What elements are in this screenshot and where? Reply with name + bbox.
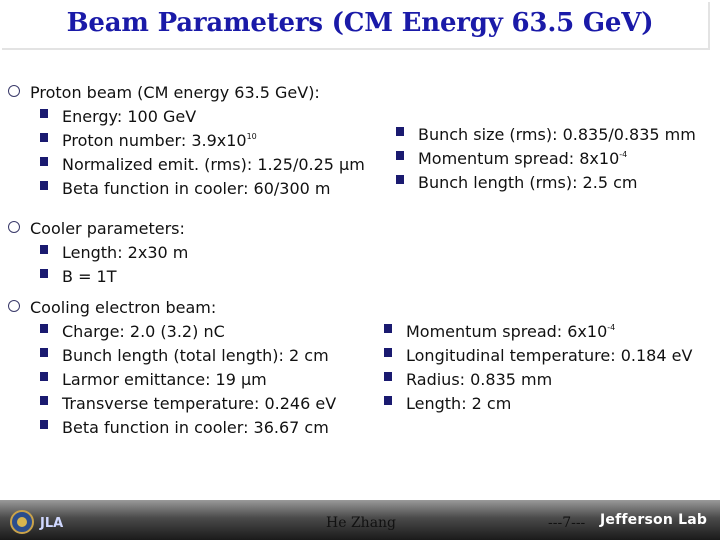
- square-bullet-icon: [384, 396, 392, 405]
- cooler-length: Length: 2x30 m: [40, 241, 188, 265]
- electron-larmor-emittance: Larmor emittance: 19 µm: [40, 368, 267, 392]
- square-bullet-icon: [396, 175, 404, 184]
- electron-bunch-length: Bunch length (total length): 2 cm: [40, 344, 329, 368]
- square-bullet-icon: [396, 151, 404, 160]
- square-bullet-icon: [40, 348, 48, 357]
- square-bullet-icon: [40, 109, 48, 118]
- electron-radius: Radius: 0.835 mm: [384, 368, 552, 392]
- square-bullet-icon: [384, 372, 392, 381]
- proton-beta-function: Beta function in cooler: 60/300 m: [40, 177, 331, 201]
- square-bullet-icon: [40, 420, 48, 429]
- proton-bunch-size: Bunch size (rms): 0.835/0.835 mm: [396, 123, 696, 147]
- square-bullet-icon: [40, 133, 48, 142]
- proton-bunch-length: Bunch length (rms): 2.5 cm: [396, 171, 637, 195]
- electron-transverse-temp: Transverse temperature: 0.246 eV: [40, 392, 336, 416]
- jefferson-lab-logo: Jefferson Lab: [600, 512, 708, 528]
- electron-beta-function: Beta function in cooler: 36.67 cm: [40, 416, 329, 440]
- circle-bullet-icon: [8, 300, 20, 312]
- circle-bullet-icon: [8, 221, 20, 233]
- square-bullet-icon: [40, 245, 48, 254]
- logo-text: JLA: [40, 516, 64, 531]
- section-electron-heading: Cooling electron beam:: [8, 296, 216, 320]
- square-bullet-icon: [384, 324, 392, 333]
- proton-momentum-spread: Momentum spread: $8x10^{-4}$: [396, 147, 627, 171]
- square-bullet-icon: [396, 127, 404, 136]
- footer-author: He Zhang: [326, 515, 397, 531]
- electron-charge: Charge: 2.0 (3.2) nC: [40, 320, 225, 344]
- electron-momentum-spread: Momentum spread: $6x10^{-4}$: [384, 320, 615, 344]
- proton-emittance: Normalized emit. (rms): 1.25/0.25 µm: [40, 153, 365, 177]
- slide-title: Beam Parameters (CM Energy 63.5 GeV): [66, 8, 654, 38]
- circle-bullet-icon: [8, 85, 20, 97]
- square-bullet-icon: [40, 181, 48, 190]
- proton-number: Proton number: $3.9x10^{10}$: [40, 129, 257, 153]
- jlab-doe-logo-icon: [8, 508, 78, 536]
- square-bullet-icon: [384, 348, 392, 357]
- square-bullet-icon: [40, 372, 48, 381]
- square-bullet-icon: [40, 157, 48, 166]
- electron-length: Length: 2 cm: [384, 392, 511, 416]
- cooler-field: B = 1T: [40, 265, 117, 289]
- footer-page-number: ---7---: [548, 515, 586, 531]
- section-cooler-heading: Cooler parameters:: [8, 217, 185, 241]
- square-bullet-icon: [40, 396, 48, 405]
- electron-longitudinal-temp: Longitudinal temperature: 0.184 eV: [384, 344, 692, 368]
- square-bullet-icon: [40, 269, 48, 278]
- section-proton-heading: Proton beam (CM energy 63.5 GeV):: [8, 81, 320, 105]
- square-bullet-icon: [40, 324, 48, 333]
- proton-energy: Energy: 100 GeV: [40, 105, 196, 129]
